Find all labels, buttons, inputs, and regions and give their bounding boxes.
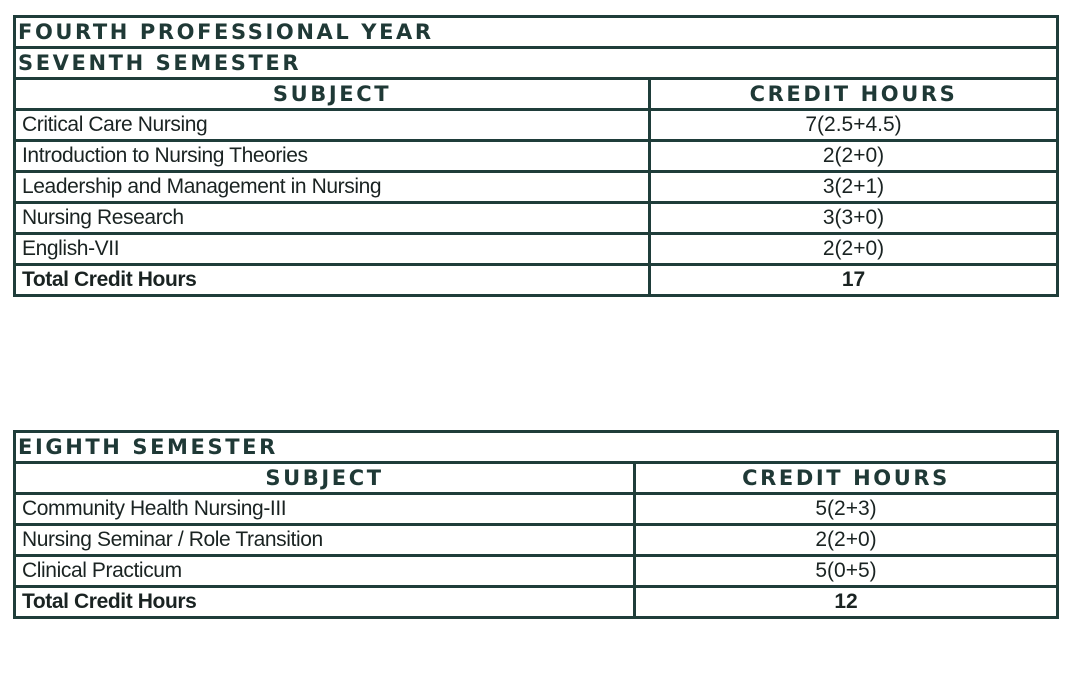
- semester-title-row: [15, 48, 1058, 79]
- subject-cell: Community Health Nursing-III: [15, 494, 635, 525]
- year-title-row: [15, 17, 1058, 48]
- subject-cell: Clinical Practicum: [15, 556, 635, 587]
- credit-cell: 7(2.5+4.5): [650, 110, 1058, 141]
- total-label: Total Credit Hours: [15, 265, 650, 296]
- subject-cell: Critical Care Nursing: [15, 110, 650, 141]
- total-row: [15, 587, 1058, 618]
- table-row: [15, 525, 1058, 556]
- semester-title: EIGHTH SEMESTER: [15, 432, 1058, 463]
- table-header-row: [15, 463, 1058, 494]
- semester-title: SEVENTH SEMESTER: [15, 48, 1058, 79]
- semester-title-row: [15, 432, 1058, 463]
- subject-column-header: SUBJECT: [15, 79, 650, 110]
- credit-cell: 3(3+0): [650, 203, 1058, 234]
- table-row: [15, 203, 1058, 234]
- subject-cell: English-VII: [15, 234, 650, 265]
- table-row: [15, 494, 1058, 525]
- total-value: 17: [650, 265, 1058, 296]
- subject-column-header: SUBJECT: [15, 463, 635, 494]
- year-title: FOURTH PROFESSIONAL YEAR: [15, 17, 1058, 48]
- table-header-row: [15, 79, 1058, 110]
- total-row: [15, 265, 1058, 296]
- table-row: [15, 141, 1058, 172]
- seventh-semester-table: [13, 15, 1059, 297]
- table-row: [15, 556, 1058, 587]
- credit-cell: 2(2+0): [650, 141, 1058, 172]
- subject-cell: Introduction to Nursing Theories: [15, 141, 650, 172]
- credit-cell: 5(0+5): [635, 556, 1058, 587]
- subject-cell: Nursing Research: [15, 203, 650, 234]
- credit-hours-column-header: CREDIT HOURS: [650, 79, 1058, 110]
- credit-cell: 5(2+3): [635, 494, 1058, 525]
- table-row: [15, 172, 1058, 203]
- subject-cell: Leadership and Management in Nursing: [15, 172, 650, 203]
- credit-cell: 2(2+0): [650, 234, 1058, 265]
- table-row: [15, 234, 1058, 265]
- credit-cell: 3(2+1): [650, 172, 1058, 203]
- credit-cell: 2(2+0): [635, 525, 1058, 556]
- eighth-semester-table: [13, 430, 1059, 619]
- table-row: [15, 110, 1058, 141]
- total-value: 12: [635, 587, 1058, 618]
- credit-hours-column-header: CREDIT HOURS: [635, 463, 1058, 494]
- total-label: Total Credit Hours: [15, 587, 635, 618]
- subject-cell: Nursing Seminar / Role Transition: [15, 525, 635, 556]
